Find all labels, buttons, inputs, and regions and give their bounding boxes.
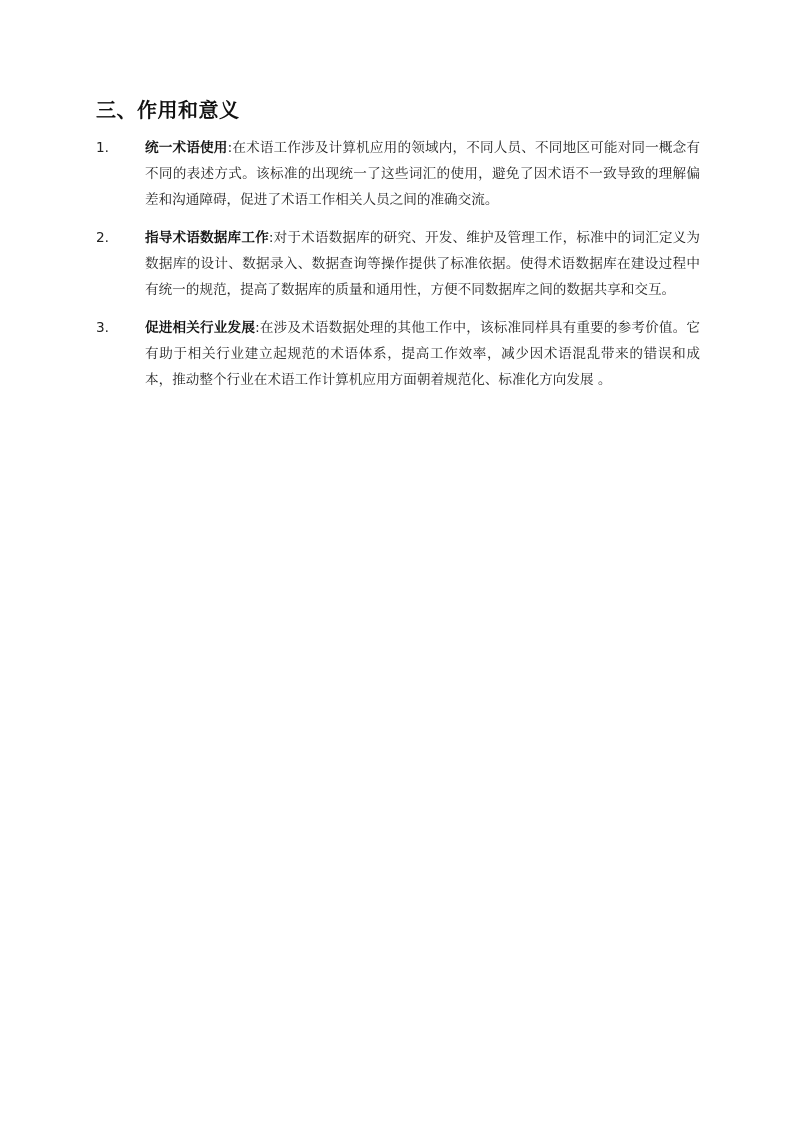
item-heading: 统一术语使用 xyxy=(145,140,228,156)
section-title: 三、作用和意义 xyxy=(96,98,240,122)
item-colon: : xyxy=(227,140,233,156)
item-heading: 促进相关行业发展 xyxy=(145,320,256,336)
item-text: 对于术语数据库的研究、开发、维护及管理工作，标准中的词汇定义为数据库的设计、数据录入、数据查询等操作提供了标准依据。使得术语数据库在建设过程中有统一的规范，提高了数据库的质量和通用性，方便不同数据库之间的数据共享和交互。 xyxy=(145,230,701,298)
list-item xyxy=(96,225,700,303)
list-item xyxy=(96,135,700,213)
item-number: 1. xyxy=(96,140,109,156)
item-text: 在术语工作涉及计算机应用的领域内，不同人员、不同地区可能对同一概念有不同的表述方式。该标准的出现统一了这些词汇的使用，避免了因术语不一致导致的理解偏差和沟通障碍，促进了术语工作相关人员之间的准确交流。 xyxy=(145,140,700,208)
list-item xyxy=(96,315,700,393)
item-colon: : xyxy=(268,230,274,246)
item-text: 在涉及术语数据处理的其他工作中，该标准同样具有重要的参考价值。它有助于相关行业建立起规范的术语体系，提高工作效率，减少因术语混乱带来的错误和成本，推动整个行业在术语工作计算机应用方面朝着规范化、标准化方向发展 。 xyxy=(145,320,701,388)
item-number: 2. xyxy=(96,230,109,246)
item-colon: : xyxy=(255,320,260,336)
significance-list xyxy=(96,135,700,405)
item-heading: 指导术语数据库工作 xyxy=(145,230,269,246)
item-number: 3. xyxy=(96,320,109,336)
